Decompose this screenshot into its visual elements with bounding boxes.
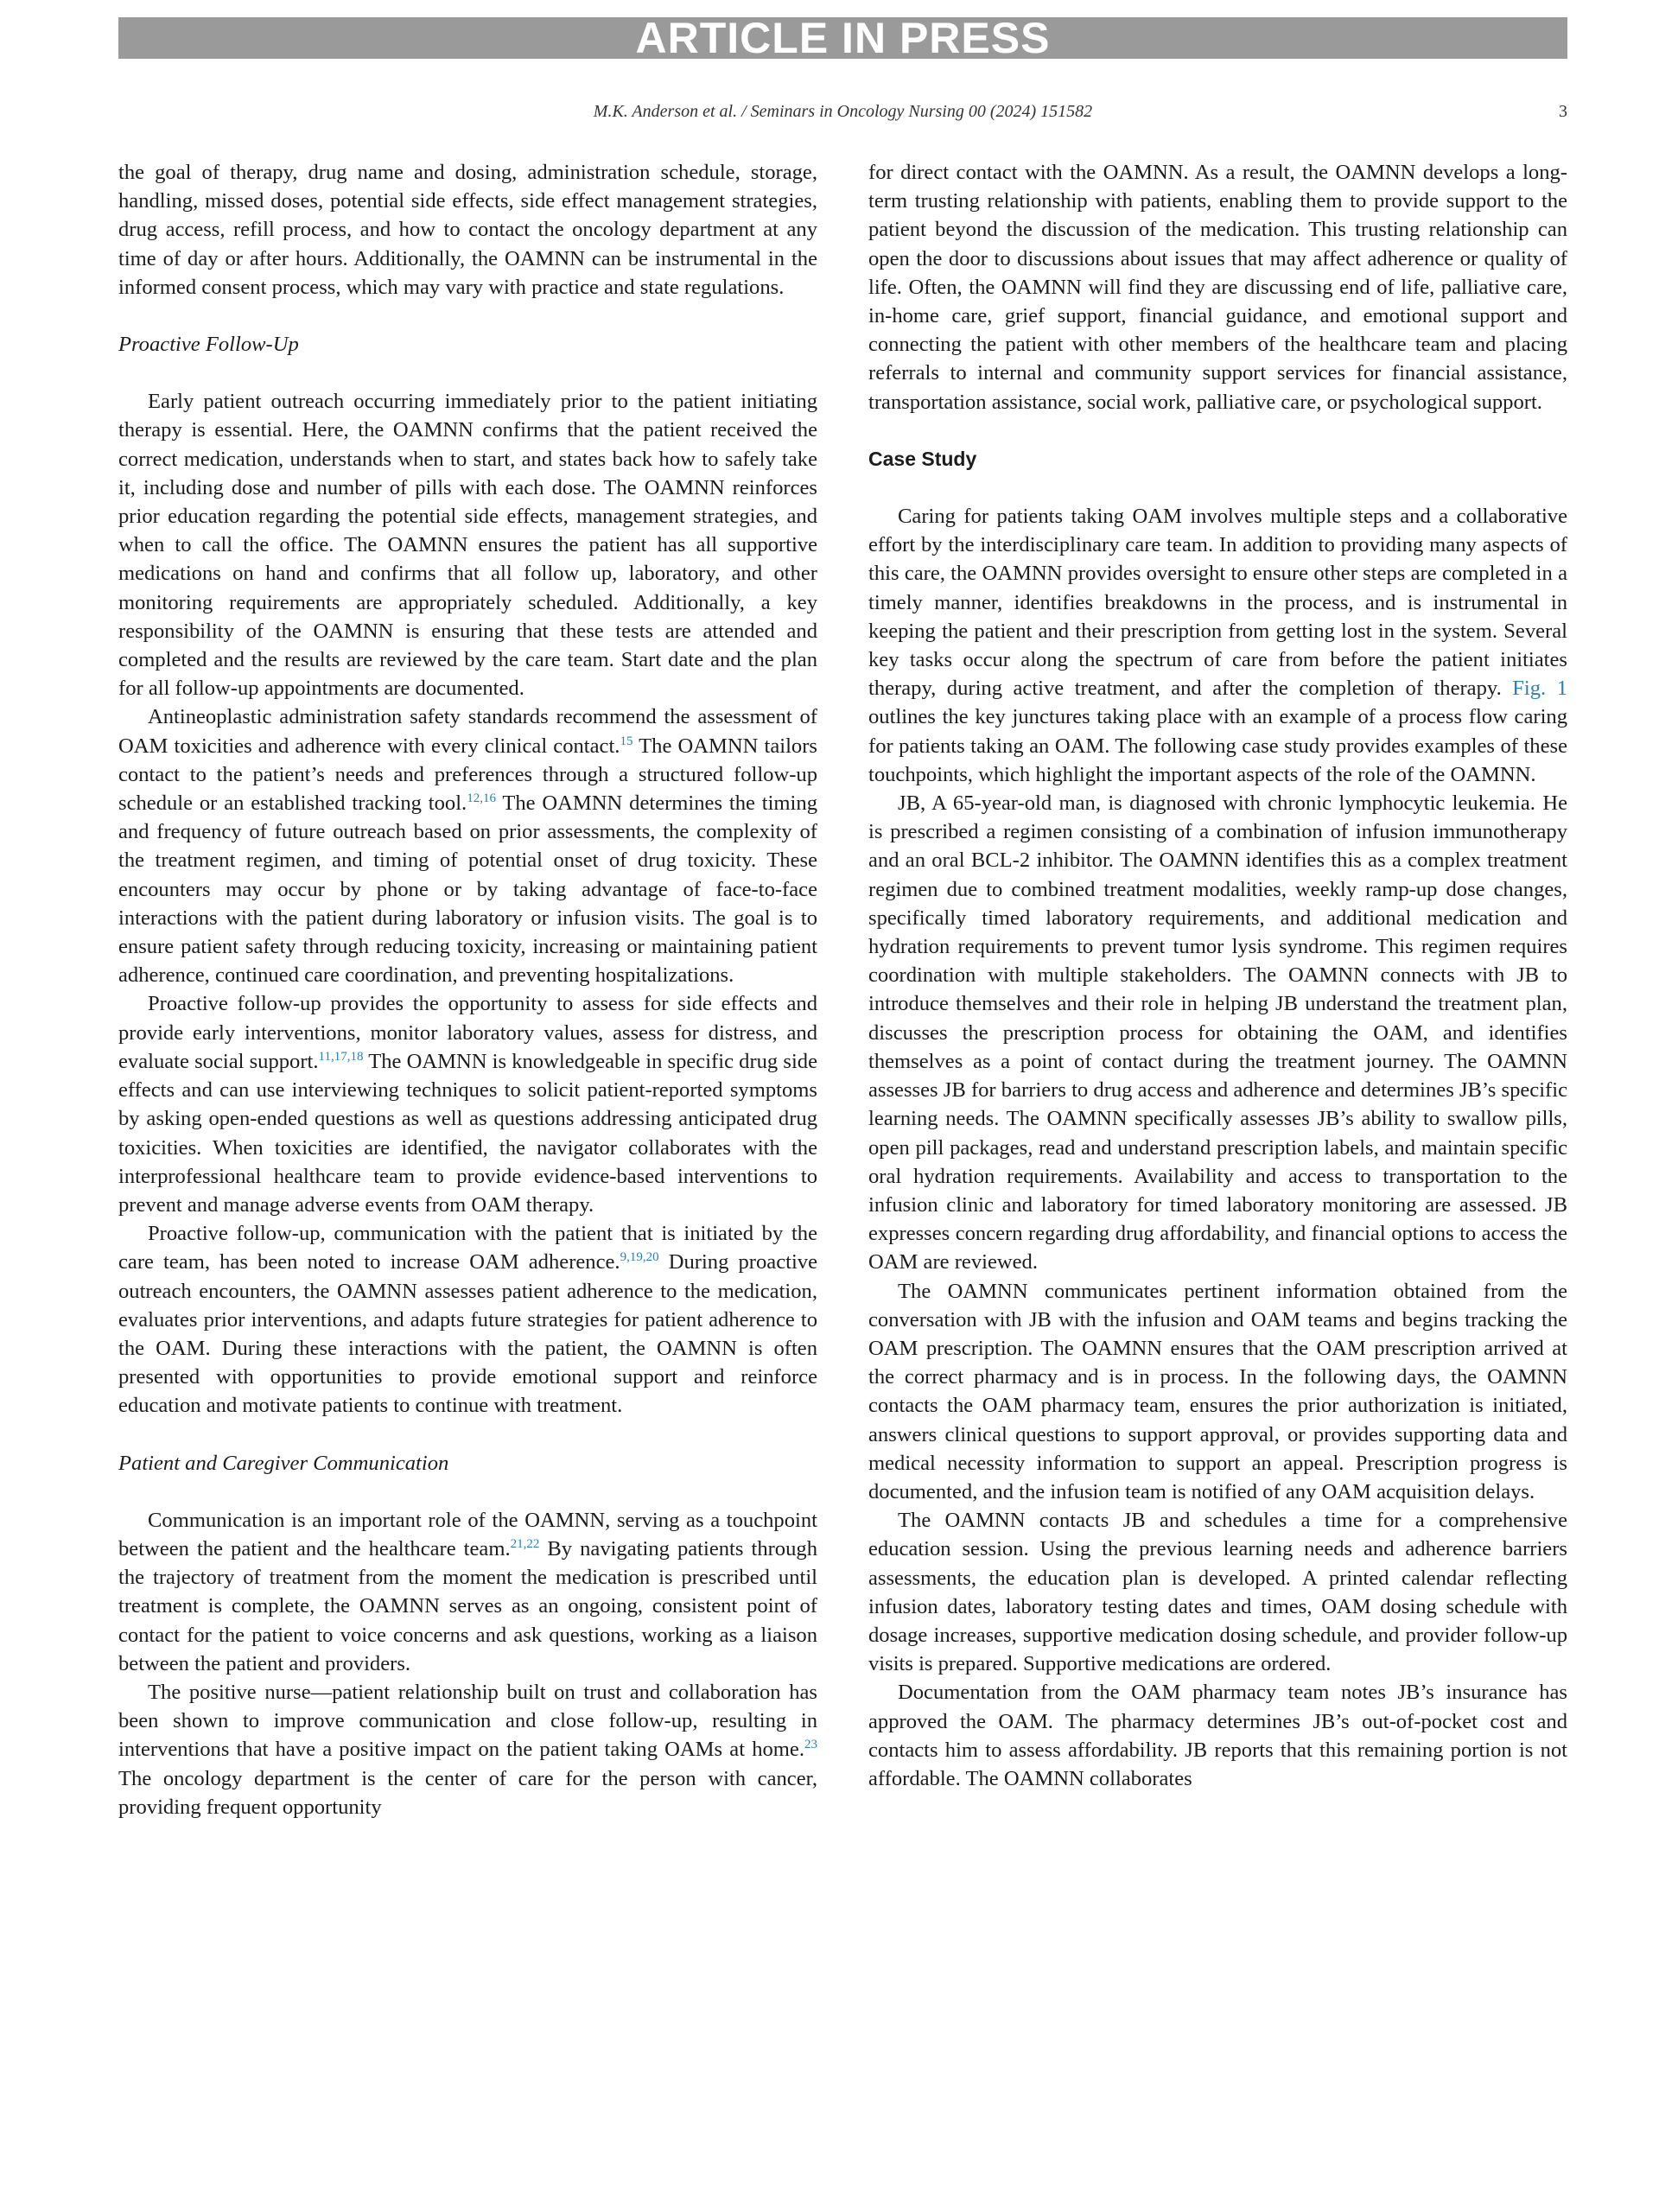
subsection-heading-proactive-follow-up: Proactive Follow-Up xyxy=(118,333,299,357)
paragraph-text: Caring for patients taking OAM involves multiple steps and a collaborative effort by the interdisciplinary care team. In addition to providing many aspects of this care, the OAMNN provides oversight to ensure other steps are completed in a timely manner, identifies breakdowns in the process, and is instrumental in keeping the patient and their prescription from getting lost in the system. Several key tasks occur along the spectrum of care from before the patient initiates therapy, during active treatment, and after the completion of therapy. xyxy=(868,505,1567,701)
page-number: 3 xyxy=(1559,102,1567,121)
paragraph-text: The OAMNN tailors contact to the patient’s needs and preferences through a structured follow-up schedule or an established tracking tool. xyxy=(118,734,817,816)
left-column xyxy=(118,158,817,1821)
paragraph: Documentation from the OAM pharmacy team notes JB’s insurance has approved the OAM. The pharmacy determines JB’s out-of-pocket cost and contacts him to assess affordability. JB reports that this remaining portion is not affordable. The OAMNN collaborates xyxy=(868,1681,1567,1790)
article-in-press-banner: ARTICLE IN PRESS xyxy=(118,17,1567,59)
paragraph-text: Proactive follow-up, communication with the patient that is initiated by the care team, has been noted to increase OAM adherence. xyxy=(118,1222,817,1274)
paragraph xyxy=(868,502,1567,789)
paragraph-text: Proactive follow-up provides the opportunity to assess for side effects and provide early interventions, monitor laboratory values, assess for distress, and evaluate social support. xyxy=(118,992,817,1073)
reference-link[interactable]: 21,22 xyxy=(510,1536,540,1551)
subsection-heading-communication: Patient and Caregiver Communication xyxy=(118,1451,449,1475)
paragraph: JB, A 65-year-old man, is diagnosed with chronic lymphocytic leukemia. He is prescribed a regimen consisting of a combination of infusion immunotherapy and an oral BCL-2 inhibitor. The OAMNN identifies this as a complex treatment regimen due to combined treatment modalities, weekly ramp-up dose changes, specifically timed laboratory requirements, and additional medication and hydration requirements to prevent tumor lysis syndrome. This regimen requires coordination with multiple stakeholders. The OAMNN connects with JB to introduce themselves and their role in helping JB understand the treatment plan, discusses the prescription process for obtaining the OAM, and identifies themselves as a point of contact during the treatment journey. The OAMNN assesses JB for barriers to drug access and adherence and determines JB’s specific learning needs. The OAMNN specifically assesses JB’s ability to swallow pills, open pill packages, read and understand prescription labels, and maintain specific oral hydration requirements. Availability and access to transportation to the infusion clinic and laboratory for timed laboratory monitoring are assessed. JB expresses concern regarding drug affordability, and financial options to access the OAM are reviewed. xyxy=(868,791,1567,1274)
paragraph-text: The positive nurse—patient relationship built on trust and collaboration has been shown to improve communication and close follow-up, resulting in interventions that have a positive impact on the patient taking OAMs at home. xyxy=(118,1680,817,1762)
paragraph-text: Communication is an important role of the OAMNN, serving as a touchpoint between the patient and the healthcare team. xyxy=(118,1508,817,1560)
paragraph-text: Antineoplastic administration safety standards recommend the assessment of OAM toxicities and adherence with every clinical contact. xyxy=(118,705,817,758)
paragraph-text: The OAMNN determines the timing and frequency of future outreach based on prior assessments, the complexity of the treatment regimen, and timing of potential onset of drug toxicity. These encounters may occur by phone or by taking advantage of face-to-face interactions with the patient during laboratory or infusion visits. The goal is to ensure patient safety through reducing toxicity, increasing or maintaining patient adherence, continued care coordination, and preventing hospitalizations. xyxy=(118,791,817,988)
right-column xyxy=(868,158,1567,1793)
paragraph-text: The OAMNN is knowledgeable in specific drug side effects and can use interviewing techniques to solicit patient-reported symptoms by asking open-ended questions as well as questions addressing anticipated drug toxicities. When toxicities are identified, the navigator collaborates with the interprofessional healthcare team to provide evidence-based interventions to prevent and manage adverse events from OAM therapy. xyxy=(118,1049,817,1217)
paragraph xyxy=(118,1506,817,1678)
paragraph xyxy=(118,702,817,989)
paragraph-text: outlines the key junctures taking place with an example of a process flow caring for patients taking an OAM. The following case study provides examples of these touchpoints, which highlight the important aspects of the role of the OAMNN. xyxy=(868,705,1567,786)
figure-link[interactable]: Fig. 1 xyxy=(1512,677,1568,701)
paragraph: The OAMNN communicates pertinent information obtained from the conversation with JB with the infusion and OAM teams and begins tracking the OAM prescription. The OAMNN ensures that the OAM prescription arrived at the correct pharmacy and is in process. In the following days, the OAMNN contacts the OAM pharmacy team, ensures the prior authorization is initiated, answers clinical questions to support approval, or provides supporting data and medical necessity information to support an appeal. Prescription progress is documented, and the infusion team is notified of any OAM acquisition delays. xyxy=(868,1279,1567,1503)
reference-link[interactable]: 9,19,20 xyxy=(620,1250,659,1265)
reference-link[interactable]: 12,16 xyxy=(467,791,496,805)
reference-link[interactable]: 11,17,18 xyxy=(318,1049,364,1064)
paragraph-text: During proactive outreach encounters, the OAMNN assesses patient adherence to the medication, evaluates prior interventions, and adapts future strategies for patient adherence to the OAM. During these interactions with the patient, the OAMNN is often presented with opportunities to provide emotional support and reinforce education and motivate patients to continue with treatment. xyxy=(118,1250,817,1418)
paragraph: for direct contact with the OAMNN. As a result, the OAMNN develops a long-term trusting relationship with patients, enabling them to provide support to the patient beyond the discussion of the medication. This trusting relationship can open the door to discussions about issues that may affect adherence or quality of life. Often, the OAMNN will find they are discussing end of life, palliative care, in-home care, grief support, financial guidance, and emotional support and connecting the patient with other members of the healthcare team and placing referrals to internal and community support services for financial assistance, transportation assistance, social work, palliative care, or psychological support. xyxy=(868,161,1567,414)
paragraph xyxy=(118,1219,817,1420)
paragraph xyxy=(118,989,817,1219)
paragraph xyxy=(118,1678,817,1821)
paragraph: the goal of therapy, drug name and dosing, administration schedule, storage, handling, missed doses, potential side effects, side effect management strategies, drug access, refill process, and how to contact the oncology department at any time of day or after hours. Additionally, the OAMNN can be instrumental in the informed consent process, which may vary with practice and state regulations. xyxy=(118,161,817,299)
paragraph: Early patient outreach occurring immediately prior to the patient initiating therapy is essential. Here, the OAMNN confirms that the patient received the correct medication, understands when to start, and states back how to safely take it, including dose and number of pills with each dose. The OAMNN reinforces prior education regarding the potential side effects, management strategies, and when to call the office. The OAMNN ensures the patient has all supportive medications on hand and confirms that all follow up, laboratory, and other monitoring requirements are appropriately scheduled. Additionally, a key responsibility of the OAMNN is ensuring that these tests are attended and completed and the results are reviewed by the care team. Start date and the plan for all follow-up appointments are documented. xyxy=(118,390,817,701)
running-header xyxy=(118,102,1567,128)
paragraph-text: By navigating patients through the trajectory of treatment from the moment the medication is prescribed until treatment is complete, the OAMNN serves as an ongoing, consistent point of contact for the patient to voice concerns and ask questions, working as a liaison between the patient and providers. xyxy=(118,1536,817,1675)
journal-citation: M.K. Anderson et al. / Seminars in Oncology Nursing 00 (2024) 151582 xyxy=(593,102,1093,121)
reference-link[interactable]: 15 xyxy=(620,734,633,748)
paragraph: The OAMNN contacts JB and schedules a time for a comprehensive education session. Using the previous learning needs and adherence barriers assessments, the education plan is developed. A printed calendar reflecting infusion dates, laboratory testing dates and times, OAM dosing schedule with dosage increases, supportive medication dosing schedule, and provider follow-up visits is prepared. Supportive medications are ordered. xyxy=(868,1509,1567,1676)
reference-link[interactable]: 23 xyxy=(804,1738,817,1752)
section-heading-case-study: Case Study xyxy=(868,447,977,470)
paragraph-text: The oncology department is the center of care for the person with cancer, providing frequent opportunity xyxy=(118,1766,817,1819)
